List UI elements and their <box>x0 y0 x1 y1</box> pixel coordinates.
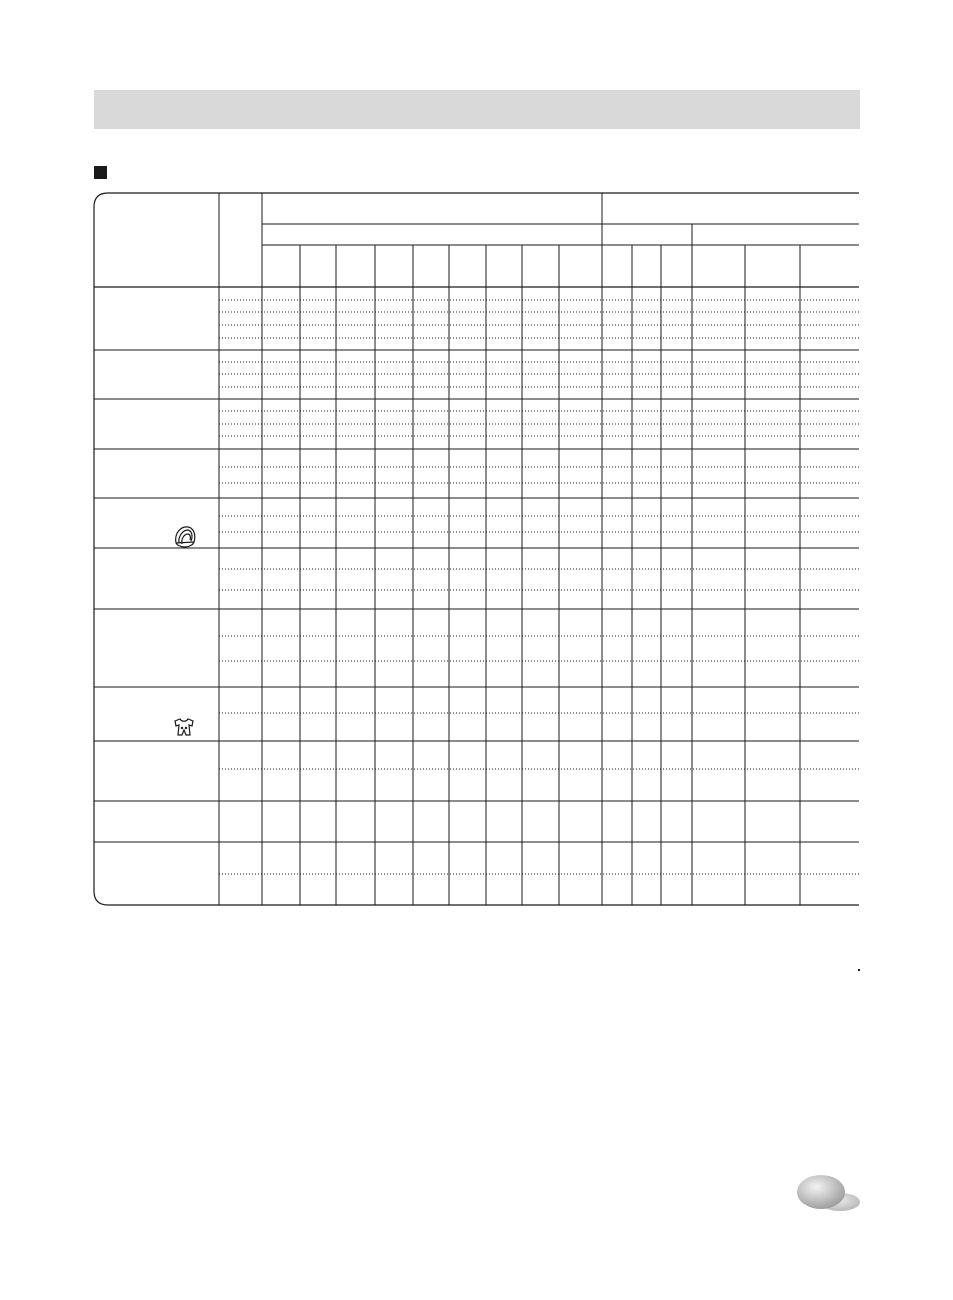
page-number-badge <box>796 1172 862 1214</box>
baby-clothes-icon <box>175 719 193 735</box>
wool-icon <box>176 527 195 547</box>
page-mark <box>858 969 860 971</box>
